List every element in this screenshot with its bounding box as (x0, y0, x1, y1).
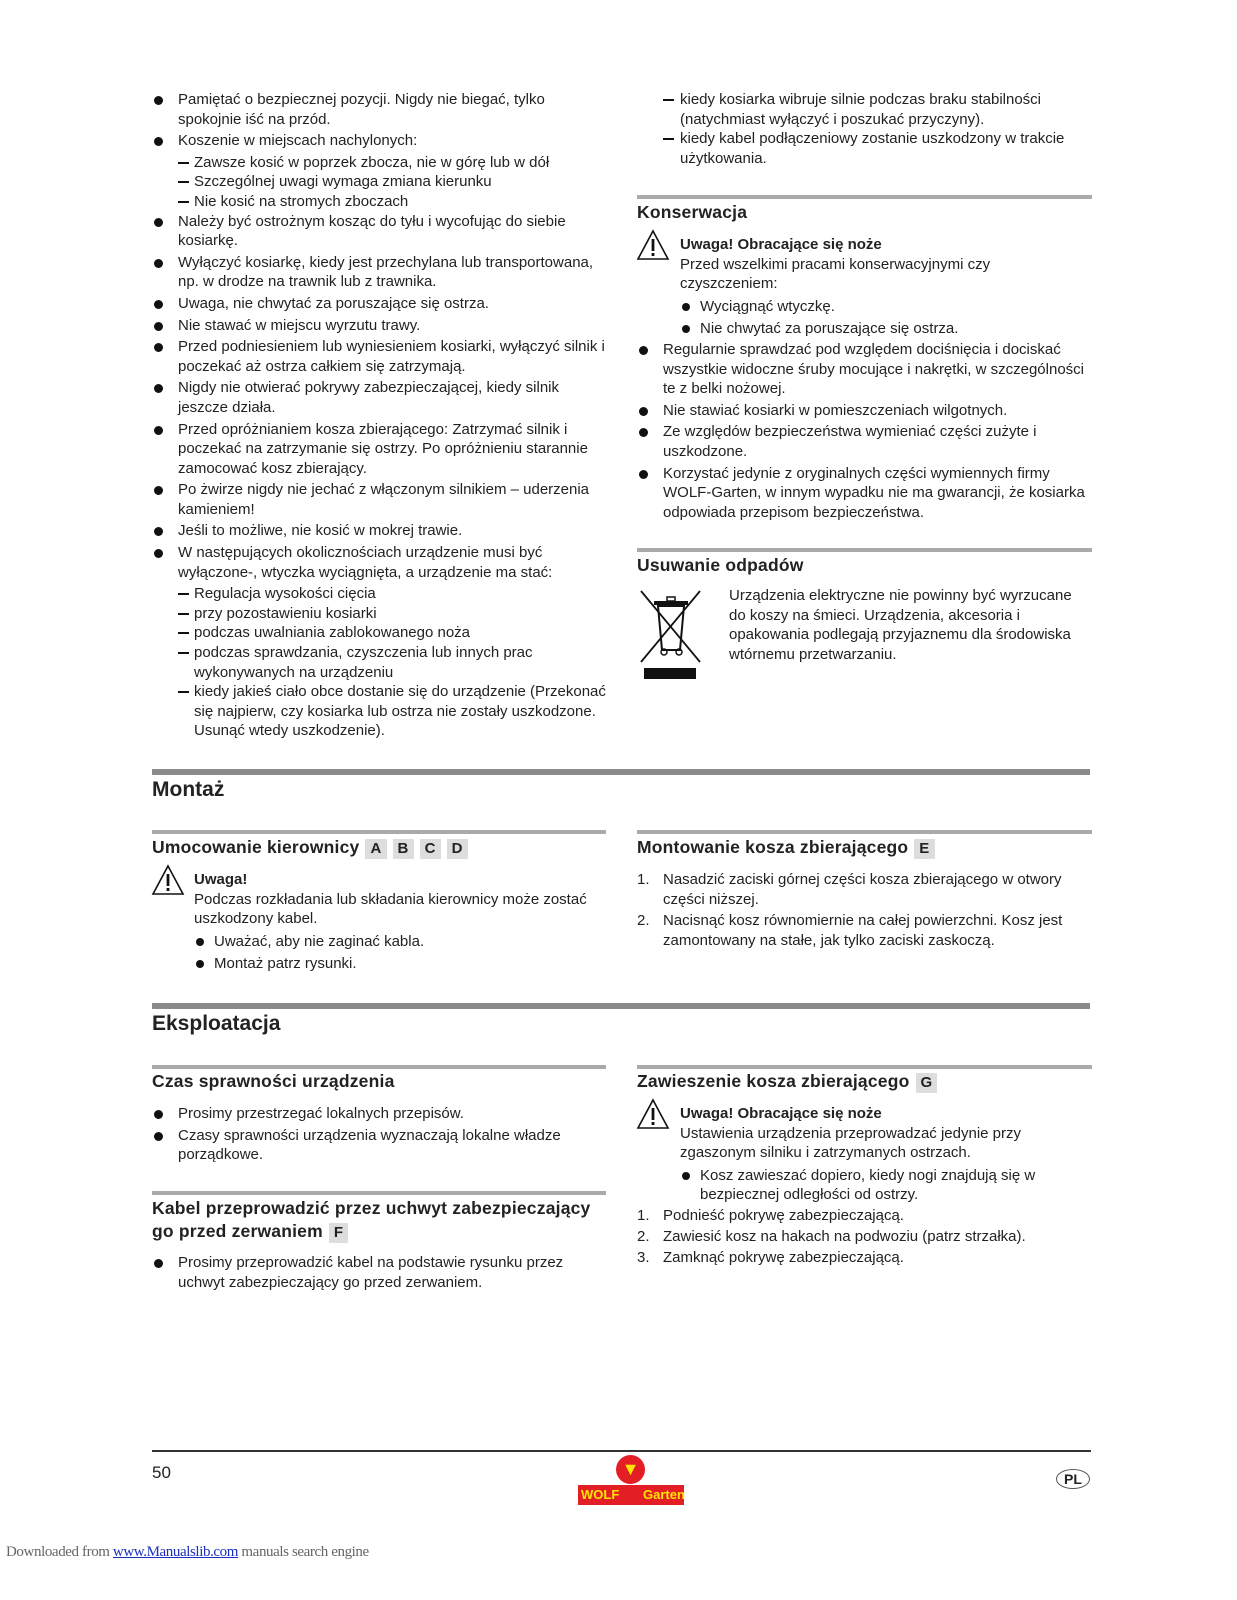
page-number: 50 (152, 1463, 171, 1482)
list-item: Wyciągnąć wtyczkę. (680, 297, 1090, 317)
sub-list-item: Zawsze kosić w poprzek zbocza, nie w górę lub w dół (178, 153, 607, 173)
list-item: Nie stawać w miejscu wyrzutu trawy. (152, 316, 607, 336)
list-item: Wyłączyć kosiarkę, kiedy jest przechylana lub transportowana, np. w drodze na trawnik lub z trawnika. (152, 253, 607, 292)
step-item (637, 1248, 1092, 1268)
zawieszenie-heading (637, 1070, 937, 1093)
download-note (6, 1543, 369, 1563)
list-item: Jeśli to możliwe, nie kosić w mokrej trawie. (152, 521, 607, 541)
figure-badge: A (365, 839, 386, 859)
kierownica-heading (152, 836, 468, 859)
list-item: Nie chwytać za poruszające się ostrza. (680, 319, 1090, 339)
warning-icon (636, 1098, 670, 1130)
step-text: Nacisnąć kosz równomiernie na całej powierzchni. Kosz jest zamontowany na stałe, jak tylko zaciski zaskoczą. (663, 912, 1063, 949)
section-divider (637, 548, 1092, 552)
list-item: Koszenie w miejscach nachylonych: (152, 131, 607, 151)
step-item (637, 1227, 1092, 1247)
list-item: W następujących okolicznościach urządzenie musi być wyłączone-, wtyczka wyciągnięta, a urządzenie ma stać: (152, 543, 607, 582)
heading-text: Montowanie kosza zbierającego (637, 837, 909, 857)
footer-rule (152, 1450, 1091, 1452)
kosz-steps (637, 870, 1092, 950)
step-number: 3. (637, 1249, 650, 1267)
list-item: Należy być ostrożnym kosząc do tyłu i wycofując do siebie kosiarkę. (152, 212, 607, 251)
list-item: Korzystać jedynie z oryginalnych części wymiennych firmy WOLF-Garten, w innym wypadku nie ma gwarancji, że kosiarka odpowiada przepisom bezpieczeństwa. (637, 464, 1092, 523)
figure-badge: B (393, 839, 414, 859)
konserwacja-heading: Konserwacja (637, 202, 748, 222)
step-text: Zamknąć pokrywę zabezpieczającą. (663, 1249, 904, 1267)
warning-icon (636, 229, 670, 261)
zawieszenie-steps (637, 1206, 1092, 1268)
list-item: Nigdy nie otwierać pokrywy zabezpieczającej, kiedy silnik jeszcze działa. (152, 378, 607, 417)
figure-badge: C (420, 839, 441, 859)
section-divider (637, 1065, 1092, 1069)
usuwanie-text: Urządzenia elektryczne nie powinny być wyrzucane do koszy na śmieci. Urządzenia, akcesoria i opakowania podlegają przyjaznemu dla środowiska wtórnemu przetwarzaniu. (729, 587, 1072, 663)
step-item (637, 870, 1092, 909)
sub-list-item: kiedy kabel podłączeniowy zostanie uszkodzony w trakcie użytkowania. (663, 129, 1093, 168)
sub-list-item: kiedy kosiarka wibruje silnie podczas braku stabilności (natychmiast wyłączyć i poszukać przyczyny). (663, 90, 1093, 129)
list-item: Ze względów bezpieczeństwa wymieniać części zużyte i uszkodzone. (637, 422, 1092, 461)
switch-off-conditions-list (663, 90, 1093, 168)
list-item: Regularnie sprawdzać pod względem dociśnięcia i dociskać wszystkie widoczne śruby mocujące i nakrętki, w szczególności te z belki nożowej. (637, 340, 1092, 399)
eksploatacja-heading: Eksploatacja (152, 1012, 281, 1035)
section-divider (152, 830, 606, 834)
warning-title: Uwaga! (194, 871, 248, 888)
list-item: Czasy sprawności urządzenia wyznaczają lokalne władze porządkowe. (152, 1126, 607, 1165)
konserwacja-list (637, 340, 1092, 524)
weee-bin-icon (638, 588, 704, 682)
list-item: Po żwirze nigdy nie jechać z włączonym silnikiem – uderzenia kamieniem! (152, 480, 607, 519)
step-number: 2. (637, 1228, 650, 1246)
manualslib-link[interactable]: www.Manualslib.com (112, 1544, 239, 1560)
section-divider (152, 1191, 606, 1195)
kabel-list (152, 1253, 592, 1294)
heading-text: Kabel przeprowadzić przez uchwyt zabezpieczający go przed zerwaniem (152, 1198, 591, 1241)
list-item: Uwaga, nie chwytać za poruszające się ostrza. (152, 294, 607, 314)
figure-badge: D (447, 839, 468, 859)
safety-list (152, 90, 607, 741)
figure-badge: F (329, 1223, 348, 1243)
list-item: Montaż patrz rysunki. (194, 954, 606, 974)
warning-text: Podczas rozkładania lub składania kierownicy może zostać uszkodzony kabel. (194, 890, 587, 928)
step-number: 2. (637, 912, 650, 930)
section-divider (152, 1003, 1090, 1009)
section-divider (152, 1065, 606, 1069)
list-item: Nie stawiać kosiarki w pomieszczeniach wilgotnych. (637, 401, 1092, 421)
konserwacja-warning (680, 235, 1090, 339)
kierownica-warning (194, 870, 606, 974)
list-item: Prosimy przestrzegać lokalnych przepisów. (152, 1104, 607, 1124)
list-item: Przed opróżnianiem kosza zbierającego: Zatrzymać silnik i poczekać na zatrzymanie się ostrzy. Po opróżnieniu starannie zamocować kosz zbierający. (152, 420, 607, 479)
download-suffix: manuals search engine (238, 1544, 369, 1560)
step-number: 1. (637, 1207, 650, 1224)
list-item: Uważać, aby nie zaginać kabla. (194, 932, 606, 952)
sub-list-item: kiedy jakieś ciało obce dostanie się do urządzenie (Przekonać się najpierw, czy kosiarka lub ostrza nie zostały uszkodzone. Usunąć wtedy uszkodzenie). (178, 682, 607, 741)
list-item: Przed podniesieniem lub wyniesieniem kosiarki, wyłączyć silnik i poczekać aż ostrza całkiem się zatrzymają. (152, 337, 607, 376)
step-text: Zawiesić kosz na hakach na podwoziu (patrz strzałka). (663, 1228, 1026, 1246)
wolf-head-icon: ▼ (616, 1455, 645, 1484)
logo-text-right: Garten (643, 1487, 685, 1502)
czas-list (152, 1104, 607, 1167)
step-number: 1. (637, 871, 650, 888)
step-item (637, 1206, 1092, 1226)
step-text: Nasadzić zaciski górnej części kosza zbierającego w otwory części niższej. (663, 871, 1062, 908)
section-divider (152, 769, 1090, 775)
montaz-heading: Montaż (152, 778, 225, 801)
kosz-heading (637, 836, 935, 859)
list-item: Kosz zawieszać dopiero, kiedy nogi znajdują się w bezpiecznej odległości od ostrzy. (680, 1166, 1090, 1205)
logo-text-left: WOLF (581, 1487, 620, 1502)
step-text: Podnieść pokrywę zabezpieczającą. (663, 1207, 904, 1224)
step-item (637, 911, 1092, 950)
sub-list-item: Szczególnej uwagi wymaga zmiana kierunku (178, 172, 607, 192)
warning-title: Uwaga! Obracające się noże (680, 1105, 882, 1122)
heading-text: Umocowanie kierownicy (152, 837, 360, 857)
sub-list-item: podczas sprawdzania, czyszczenia lub innych prac wykonywanych na urządzeniu (178, 643, 607, 682)
usuwanie-heading: Usuwanie odpadów (637, 555, 804, 575)
section-divider (637, 830, 1092, 834)
language-badge: PL (1056, 1469, 1090, 1489)
sub-list-item: Regulacja wysokości cięcia (178, 584, 607, 604)
section-divider (637, 195, 1092, 199)
list-item: Pamiętać o bezpiecznej pozycji. Nigdy nie biegać, tylko spokojnie iść na przód. (152, 90, 607, 129)
list-item: Prosimy przeprowadzić kabel na podstawie rysunku przez uchwyt zabezpieczający go przed zerwaniem. (152, 1253, 592, 1292)
figure-badge: G (916, 1073, 938, 1093)
czas-heading: Czas sprawności urządzenia (152, 1071, 395, 1091)
kabel-heading (152, 1197, 612, 1243)
sub-list-item: podczas uwalniania zablokowanego noża (178, 623, 607, 643)
warning-text: Przed wszelkimi pracami konserwacyjnymi czy czyszczeniem: (680, 255, 991, 293)
heading-text: Zawieszenie kosza zbierającego (637, 1071, 910, 1091)
sub-list-item: Nie kosić na stromych zboczach (178, 192, 607, 212)
figure-badge: E (914, 839, 934, 859)
sub-list-item: przy pozostawieniu kosiarki (178, 604, 607, 624)
warning-icon (151, 864, 185, 896)
warning-text: Ustawienia urządzenia przeprowadzać jedynie przy zgaszonym silniku i zatrzymanych ostrzach. (680, 1124, 1022, 1162)
download-prefix: Downloaded from (6, 1544, 113, 1560)
warning-title: Uwaga! Obracające się noże (680, 236, 882, 253)
zawieszenie-warning (680, 1104, 1090, 1205)
